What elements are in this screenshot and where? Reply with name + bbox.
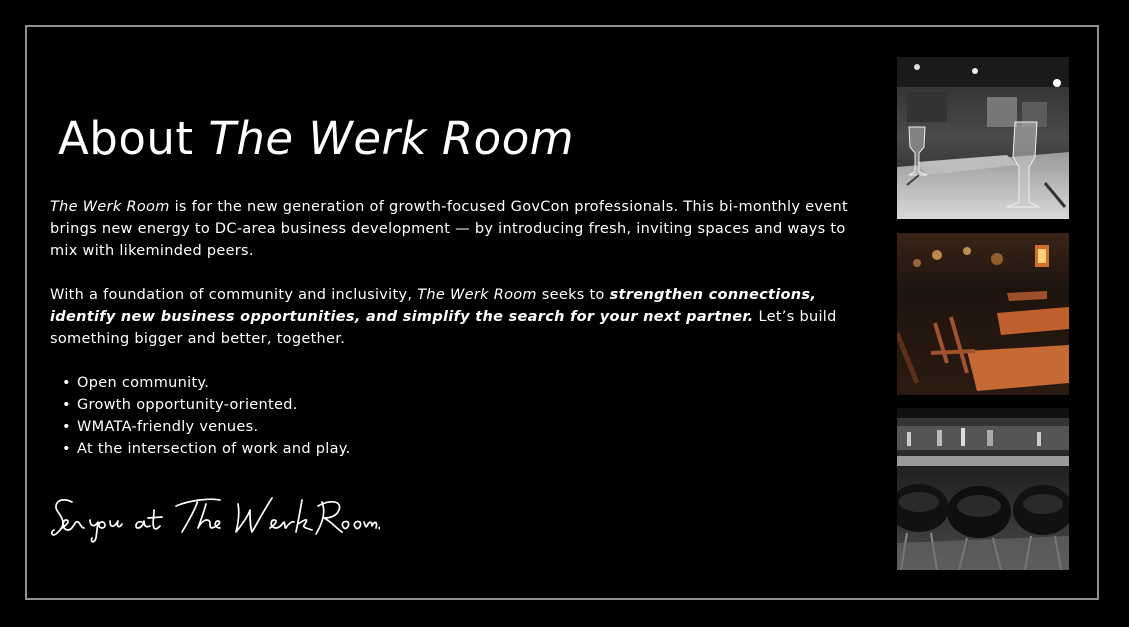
feature-item: • WMATA-friendly venues.	[62, 416, 850, 438]
signature	[50, 488, 380, 553]
restaurant-table-photo	[897, 57, 1069, 219]
outdoor-patio-photo	[897, 233, 1069, 395]
feature-item: • Open community.	[62, 372, 850, 394]
about-text	[50, 196, 850, 460]
intro-paragraph	[50, 196, 850, 262]
mission-middle: seeks to	[536, 287, 610, 303]
page-title	[58, 108, 574, 170]
title-brand: The Werk Room	[208, 112, 575, 165]
intro-text: is for the new generation of growth-focused GovCon professionals. This bi-monthly event brings new energy to DC-area business development — by introducing fresh, inviting spaces and ways to mix with likeminded peers.	[50, 199, 848, 259]
feature-list	[50, 372, 850, 460]
title-prefix: About	[58, 112, 209, 165]
feature-item: • Growth opportunity-oriented.	[62, 394, 850, 416]
mission-brand: The Werk Room	[417, 287, 537, 303]
mission-tail: Let’s build something bigger and better, together.	[50, 309, 837, 347]
feature-item: • At the intersection of work and play.	[62, 438, 850, 460]
intro-brand: The Werk Room	[50, 199, 170, 215]
mission-emphasis: strengthen connections, identify new business opportunities, and simplify the search for your next partner.	[50, 287, 817, 325]
signature-graphic	[50, 488, 380, 553]
mission-paragraph	[50, 284, 850, 350]
bar-stools-photo	[897, 408, 1069, 570]
mission-lead: With a foundation of community and inclusivity,	[50, 287, 418, 303]
